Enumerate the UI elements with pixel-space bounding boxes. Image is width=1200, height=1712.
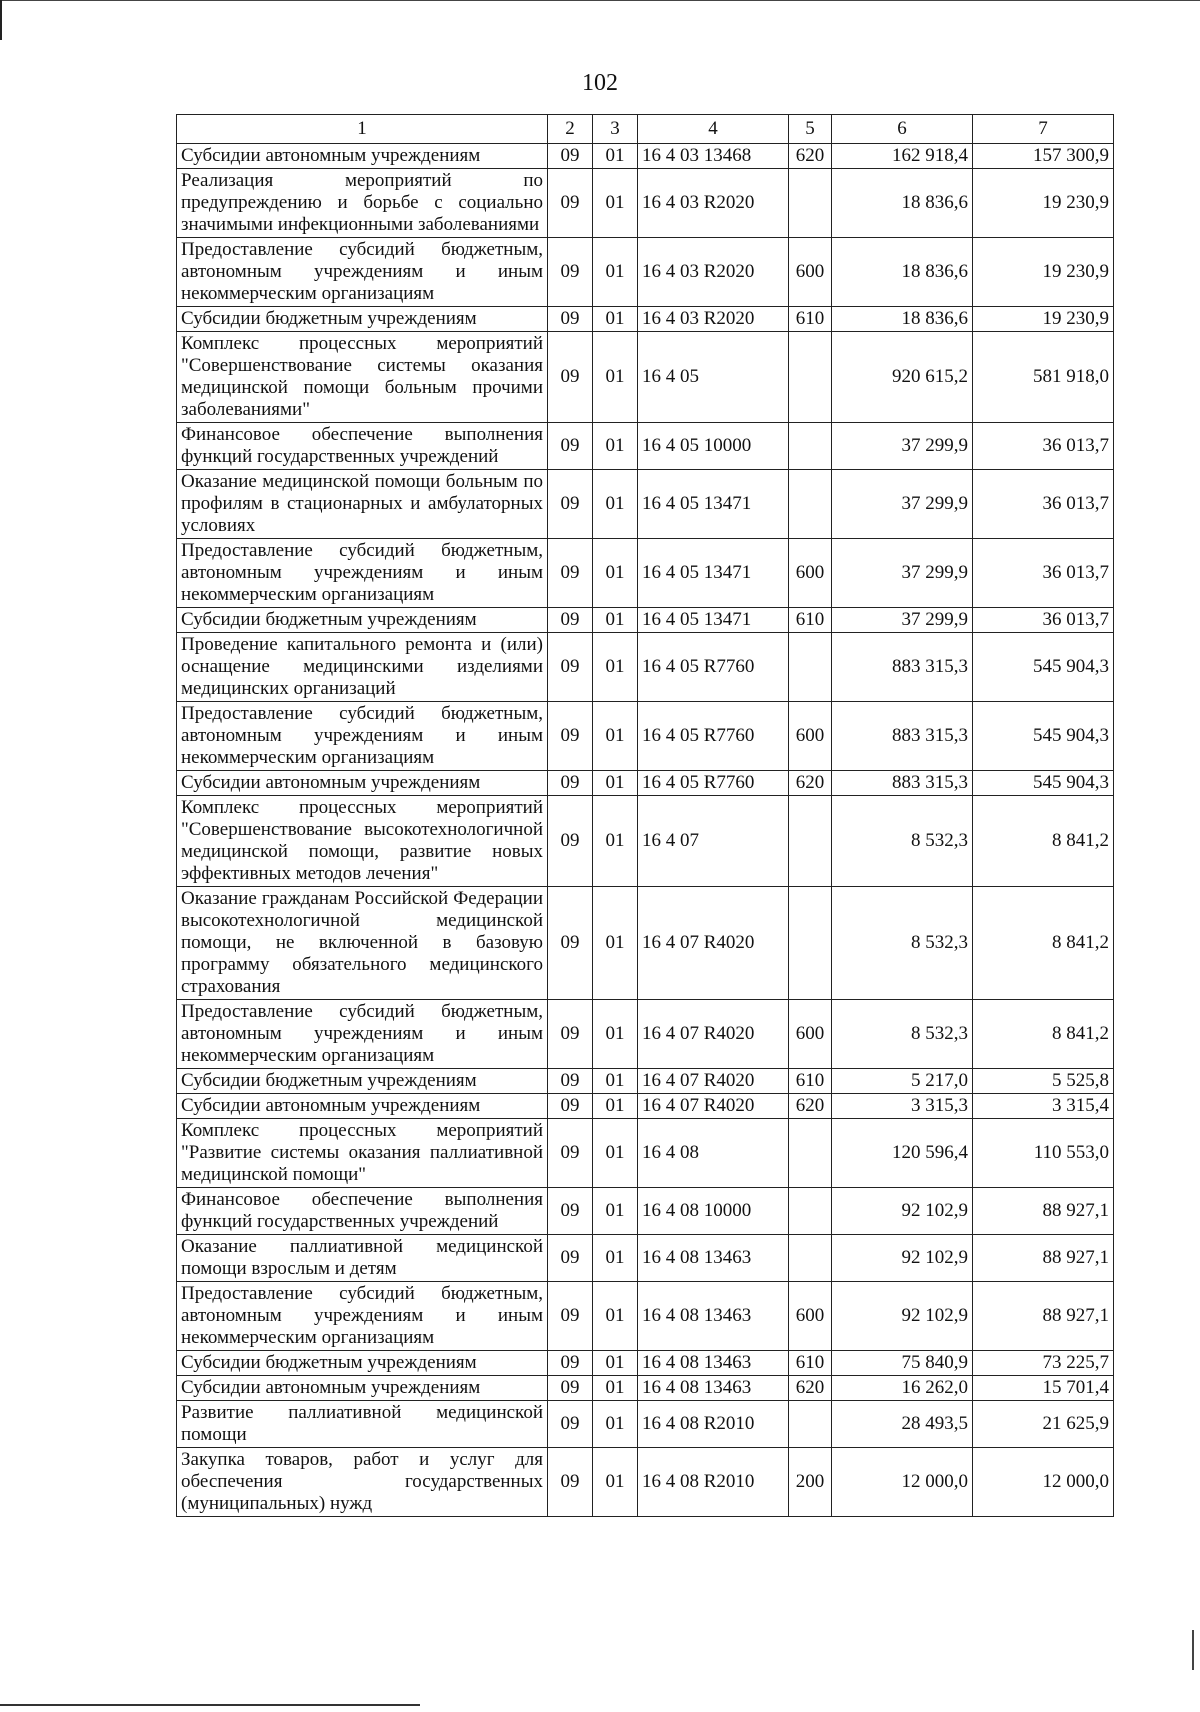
table-row bbox=[177, 1282, 1114, 1351]
cell-col-2: 09 bbox=[548, 796, 593, 887]
cell-col-6: 92 102,9 bbox=[832, 1188, 973, 1235]
cell-col-2: 09 bbox=[548, 702, 593, 771]
cell-col-2: 09 bbox=[548, 1401, 593, 1448]
cell-col-4: 16 4 08 10000 bbox=[638, 1188, 789, 1235]
cell-col-3: 01 bbox=[593, 1282, 638, 1351]
cell-col-2: 09 bbox=[548, 169, 593, 238]
cell-col-5: 600 bbox=[789, 702, 832, 771]
scan-edge-top bbox=[0, 0, 1200, 1]
cell-name: Предоставление субсидий бюджетным, автономным учреждениям и иным некоммерческим организациям bbox=[177, 1282, 548, 1351]
cell-col-2: 09 bbox=[548, 1282, 593, 1351]
table-row bbox=[177, 332, 1114, 423]
cell-col-4: 16 4 08 13463 bbox=[638, 1282, 789, 1351]
cell-col-6: 37 299,9 bbox=[832, 470, 973, 539]
cell-name: Оказание гражданам Российской Федерации высокотехнологичной медицинской помощи, не включенной в базовую программу обязательного медицинского страхования bbox=[177, 887, 548, 1000]
header-col-3: 3 bbox=[593, 115, 638, 144]
table-row bbox=[177, 238, 1114, 307]
table-row bbox=[177, 887, 1114, 1000]
cell-col-6: 18 836,6 bbox=[832, 307, 973, 332]
cell-col-2: 09 bbox=[548, 633, 593, 702]
cell-col-2: 09 bbox=[548, 1000, 593, 1069]
cell-col-5 bbox=[789, 1188, 832, 1235]
cell-col-5: 610 bbox=[789, 307, 832, 332]
table-row bbox=[177, 539, 1114, 608]
cell-col-7: 36 013,7 bbox=[973, 423, 1114, 470]
cell-col-7: 545 904,3 bbox=[973, 702, 1114, 771]
cell-col-2: 09 bbox=[548, 1448, 593, 1517]
cell-col-3: 01 bbox=[593, 702, 638, 771]
cell-col-4: 16 4 08 bbox=[638, 1119, 789, 1188]
cell-col-4: 16 4 03 R2020 bbox=[638, 238, 789, 307]
cell-name: Проведение капитального ремонта и (или) оснащение медицинскими изделиями медицинских организаций bbox=[177, 633, 548, 702]
cell-col-4: 16 4 05 13471 bbox=[638, 608, 789, 633]
cell-col-4: 16 4 07 bbox=[638, 796, 789, 887]
cell-col-6: 8 532,3 bbox=[832, 796, 973, 887]
cell-col-5: 600 bbox=[789, 238, 832, 307]
cell-col-2: 09 bbox=[548, 470, 593, 539]
cell-col-4: 16 4 07 R4020 bbox=[638, 1000, 789, 1069]
cell-col-6: 12 000,0 bbox=[832, 1448, 973, 1517]
cell-col-5 bbox=[789, 169, 832, 238]
cell-col-2: 09 bbox=[548, 1188, 593, 1235]
cell-col-6: 5 217,0 bbox=[832, 1069, 973, 1094]
cell-col-5 bbox=[789, 1235, 832, 1282]
cell-name: Закупка товаров, работ и услуг для обеспечения государственных (муниципальных) нужд bbox=[177, 1448, 548, 1517]
table-row bbox=[177, 169, 1114, 238]
cell-col-2: 09 bbox=[548, 307, 593, 332]
cell-name: Комплекс процессных мероприятий "Развитие системы оказания паллиативной медицинской помощи" bbox=[177, 1119, 548, 1188]
cell-col-6: 92 102,9 bbox=[832, 1235, 973, 1282]
cell-col-5 bbox=[789, 887, 832, 1000]
cell-col-7: 88 927,1 bbox=[973, 1282, 1114, 1351]
cell-col-3: 01 bbox=[593, 1069, 638, 1094]
cell-col-6: 120 596,4 bbox=[832, 1119, 973, 1188]
cell-col-2: 09 bbox=[548, 539, 593, 608]
cell-col-5 bbox=[789, 332, 832, 423]
cell-name: Предоставление субсидий бюджетным, автономным учреждениям и иным некоммерческим организациям bbox=[177, 1000, 548, 1069]
cell-col-7: 8 841,2 bbox=[973, 1000, 1114, 1069]
cell-col-4: 16 4 05 R7760 bbox=[638, 633, 789, 702]
cell-col-4: 16 4 05 bbox=[638, 332, 789, 423]
cell-col-5: 600 bbox=[789, 1282, 832, 1351]
cell-col-4: 16 4 08 13463 bbox=[638, 1351, 789, 1376]
cell-col-3: 01 bbox=[593, 539, 638, 608]
table-row bbox=[177, 608, 1114, 633]
header-col-4: 4 bbox=[638, 115, 789, 144]
cell-col-7: 581 918,0 bbox=[973, 332, 1114, 423]
cell-col-6: 8 532,3 bbox=[832, 887, 973, 1000]
cell-name: Субсидии автономным учреждениям bbox=[177, 771, 548, 796]
page-number: 102 bbox=[582, 70, 618, 96]
cell-col-2: 09 bbox=[548, 1069, 593, 1094]
cell-col-3: 01 bbox=[593, 1188, 638, 1235]
cell-col-4: 16 4 08 R2010 bbox=[638, 1448, 789, 1517]
cell-col-6: 8 532,3 bbox=[832, 1000, 973, 1069]
cell-col-6: 75 840,9 bbox=[832, 1351, 973, 1376]
cell-col-7: 3 315,4 bbox=[973, 1094, 1114, 1119]
cell-col-7: 8 841,2 bbox=[973, 796, 1114, 887]
table-row bbox=[177, 1094, 1114, 1119]
cell-col-5: 620 bbox=[789, 1094, 832, 1119]
cell-name: Комплекс процессных мероприятий "Совершенствование высокотехнологичной медицинской помощи, развитие новых эффективных методов лечения" bbox=[177, 796, 548, 887]
cell-col-5: 620 bbox=[789, 144, 832, 169]
scan-edge-left bbox=[0, 0, 2, 40]
cell-col-4: 16 4 05 10000 bbox=[638, 423, 789, 470]
budget-table bbox=[176, 114, 1114, 1517]
cell-col-5: 610 bbox=[789, 1069, 832, 1094]
cell-col-4: 16 4 03 13468 bbox=[638, 144, 789, 169]
cell-col-3: 01 bbox=[593, 470, 638, 539]
cell-col-7: 19 230,9 bbox=[973, 169, 1114, 238]
cell-col-6: 37 299,9 bbox=[832, 539, 973, 608]
table-row bbox=[177, 633, 1114, 702]
cell-col-4: 16 4 08 13463 bbox=[638, 1235, 789, 1282]
table-row bbox=[177, 1448, 1114, 1517]
header-col-6: 6 bbox=[832, 115, 973, 144]
cell-col-2: 09 bbox=[548, 238, 593, 307]
cell-col-2: 09 bbox=[548, 887, 593, 1000]
cell-col-7: 36 013,7 bbox=[973, 608, 1114, 633]
cell-col-5: 610 bbox=[789, 608, 832, 633]
cell-col-7: 73 225,7 bbox=[973, 1351, 1114, 1376]
table-row bbox=[177, 1000, 1114, 1069]
header-col-5: 5 bbox=[789, 115, 832, 144]
cell-col-7: 36 013,7 bbox=[973, 470, 1114, 539]
table-body bbox=[177, 144, 1114, 1517]
cell-col-4: 16 4 08 R2010 bbox=[638, 1401, 789, 1448]
header-col-1: 1 bbox=[177, 115, 548, 144]
cell-col-7: 545 904,3 bbox=[973, 771, 1114, 796]
table-row bbox=[177, 1235, 1114, 1282]
cell-col-6: 18 836,6 bbox=[832, 169, 973, 238]
cell-col-2: 09 bbox=[548, 771, 593, 796]
cell-col-4: 16 4 05 R7760 bbox=[638, 702, 789, 771]
cell-col-3: 01 bbox=[593, 1401, 638, 1448]
cell-col-4: 16 4 05 13471 bbox=[638, 470, 789, 539]
cell-name: Предоставление субсидий бюджетным, автономным учреждениям и иным некоммерческим организациям bbox=[177, 238, 548, 307]
cell-col-7: 5 525,8 bbox=[973, 1069, 1114, 1094]
cell-col-6: 16 262,0 bbox=[832, 1376, 973, 1401]
cell-col-2: 09 bbox=[548, 144, 593, 169]
cell-name: Финансовое обеспечение выполнения функций государственных учреждений bbox=[177, 423, 548, 470]
cell-col-7: 21 625,9 bbox=[973, 1401, 1114, 1448]
cell-col-6: 92 102,9 bbox=[832, 1282, 973, 1351]
scan-edge-right bbox=[1192, 1630, 1194, 1670]
cell-col-3: 01 bbox=[593, 1000, 638, 1069]
table-header bbox=[177, 115, 1114, 144]
cell-name: Развитие паллиативной медицинской помощи bbox=[177, 1401, 548, 1448]
cell-col-3: 01 bbox=[593, 1235, 638, 1282]
cell-name: Субсидии автономным учреждениям bbox=[177, 1376, 548, 1401]
cell-col-3: 01 bbox=[593, 307, 638, 332]
cell-name: Оказание медицинской помощи больным по профилям в стационарных и амбулаторных условиях bbox=[177, 470, 548, 539]
cell-col-5: 620 bbox=[789, 771, 832, 796]
header-row bbox=[177, 115, 1114, 144]
cell-col-6: 37 299,9 bbox=[832, 608, 973, 633]
cell-col-5 bbox=[789, 1401, 832, 1448]
cell-col-3: 01 bbox=[593, 238, 638, 307]
table-row bbox=[177, 470, 1114, 539]
cell-col-3: 01 bbox=[593, 1448, 638, 1517]
table-row bbox=[177, 1401, 1114, 1448]
cell-col-5: 610 bbox=[789, 1351, 832, 1376]
cell-col-7: 15 701,4 bbox=[973, 1376, 1114, 1401]
cell-col-7: 88 927,1 bbox=[973, 1235, 1114, 1282]
cell-col-6: 920 615,2 bbox=[832, 332, 973, 423]
header-col-7: 7 bbox=[973, 115, 1114, 144]
cell-col-7: 157 300,9 bbox=[973, 144, 1114, 169]
cell-col-2: 09 bbox=[548, 608, 593, 633]
scan-edge-bottom bbox=[0, 1704, 420, 1706]
cell-name: Предоставление субсидий бюджетным, автономным учреждениям и иным некоммерческим организациям bbox=[177, 702, 548, 771]
cell-col-4: 16 4 07 R4020 bbox=[638, 1094, 789, 1119]
cell-col-6: 37 299,9 bbox=[832, 423, 973, 470]
cell-col-7: 19 230,9 bbox=[973, 238, 1114, 307]
cell-col-2: 09 bbox=[548, 1094, 593, 1119]
cell-col-4: 16 4 07 R4020 bbox=[638, 1069, 789, 1094]
table-row bbox=[177, 1069, 1114, 1094]
cell-col-6: 18 836,6 bbox=[832, 238, 973, 307]
cell-col-6: 3 315,3 bbox=[832, 1094, 973, 1119]
cell-col-3: 01 bbox=[593, 1094, 638, 1119]
cell-col-3: 01 bbox=[593, 144, 638, 169]
table-row bbox=[177, 702, 1114, 771]
cell-col-6: 883 315,3 bbox=[832, 771, 973, 796]
cell-name: Субсидии автономным учреждениям bbox=[177, 144, 548, 169]
cell-name: Реализация мероприятий по предупреждению и борьбе с социально значимыми инфекционными заболеваниями bbox=[177, 169, 548, 238]
cell-name: Финансовое обеспечение выполнения функций государственных учреждений bbox=[177, 1188, 548, 1235]
table-row bbox=[177, 1351, 1114, 1376]
table-row bbox=[177, 1188, 1114, 1235]
cell-name: Субсидии бюджетным учреждениям bbox=[177, 307, 548, 332]
cell-col-5: 600 bbox=[789, 1000, 832, 1069]
table-row bbox=[177, 771, 1114, 796]
cell-col-3: 01 bbox=[593, 1376, 638, 1401]
cell-col-4: 16 4 05 R7760 bbox=[638, 771, 789, 796]
cell-col-3: 01 bbox=[593, 887, 638, 1000]
cell-col-5 bbox=[789, 470, 832, 539]
table-row bbox=[177, 796, 1114, 887]
cell-col-7: 88 927,1 bbox=[973, 1188, 1114, 1235]
cell-col-6: 28 493,5 bbox=[832, 1401, 973, 1448]
cell-col-2: 09 bbox=[548, 1119, 593, 1188]
cell-name: Субсидии автономным учреждениям bbox=[177, 1094, 548, 1119]
cell-col-3: 01 bbox=[593, 332, 638, 423]
cell-col-2: 09 bbox=[548, 1376, 593, 1401]
cell-col-7: 110 553,0 bbox=[973, 1119, 1114, 1188]
cell-col-4: 16 4 03 R2020 bbox=[638, 169, 789, 238]
cell-col-5 bbox=[789, 633, 832, 702]
cell-col-3: 01 bbox=[593, 423, 638, 470]
cell-col-2: 09 bbox=[548, 423, 593, 470]
cell-col-6: 883 315,3 bbox=[832, 633, 973, 702]
cell-col-4: 16 4 07 R4020 bbox=[638, 887, 789, 1000]
cell-col-5 bbox=[789, 423, 832, 470]
cell-col-6: 162 918,4 bbox=[832, 144, 973, 169]
cell-col-3: 01 bbox=[593, 608, 638, 633]
cell-col-3: 01 bbox=[593, 1119, 638, 1188]
table-row bbox=[177, 1376, 1114, 1401]
cell-col-5: 620 bbox=[789, 1376, 832, 1401]
cell-name: Субсидии бюджетным учреждениям bbox=[177, 608, 548, 633]
cell-col-7: 36 013,7 bbox=[973, 539, 1114, 608]
cell-col-6: 883 315,3 bbox=[832, 702, 973, 771]
table-row bbox=[177, 307, 1114, 332]
cell-name: Оказание паллиативной медицинской помощи взрослым и детям bbox=[177, 1235, 548, 1282]
cell-col-7: 8 841,2 bbox=[973, 887, 1114, 1000]
header-col-2: 2 bbox=[548, 115, 593, 144]
cell-col-5: 200 bbox=[789, 1448, 832, 1517]
cell-col-5: 600 bbox=[789, 539, 832, 608]
cell-name: Предоставление субсидий бюджетным, автономным учреждениям и иным некоммерческим организациям bbox=[177, 539, 548, 608]
table-row bbox=[177, 144, 1114, 169]
cell-col-3: 01 bbox=[593, 1351, 638, 1376]
cell-col-7: 545 904,3 bbox=[973, 633, 1114, 702]
cell-name: Субсидии бюджетным учреждениям bbox=[177, 1069, 548, 1094]
cell-col-3: 01 bbox=[593, 633, 638, 702]
cell-col-3: 01 bbox=[593, 169, 638, 238]
cell-col-4: 16 4 05 13471 bbox=[638, 539, 789, 608]
cell-col-3: 01 bbox=[593, 796, 638, 887]
cell-col-5 bbox=[789, 1119, 832, 1188]
cell-col-5 bbox=[789, 796, 832, 887]
cell-col-2: 09 bbox=[548, 1351, 593, 1376]
cell-col-4: 16 4 03 R2020 bbox=[638, 307, 789, 332]
cell-col-3: 01 bbox=[593, 771, 638, 796]
cell-name: Комплекс процессных мероприятий "Совершенствование системы оказания медицинской помощи больным прочими заболеваниями" bbox=[177, 332, 548, 423]
cell-col-7: 12 000,0 bbox=[973, 1448, 1114, 1517]
cell-col-4: 16 4 08 13463 bbox=[638, 1376, 789, 1401]
cell-name: Субсидии бюджетным учреждениям bbox=[177, 1351, 548, 1376]
table-row bbox=[177, 1119, 1114, 1188]
cell-col-2: 09 bbox=[548, 332, 593, 423]
cell-col-7: 19 230,9 bbox=[973, 307, 1114, 332]
cell-col-2: 09 bbox=[548, 1235, 593, 1282]
table-row bbox=[177, 423, 1114, 470]
